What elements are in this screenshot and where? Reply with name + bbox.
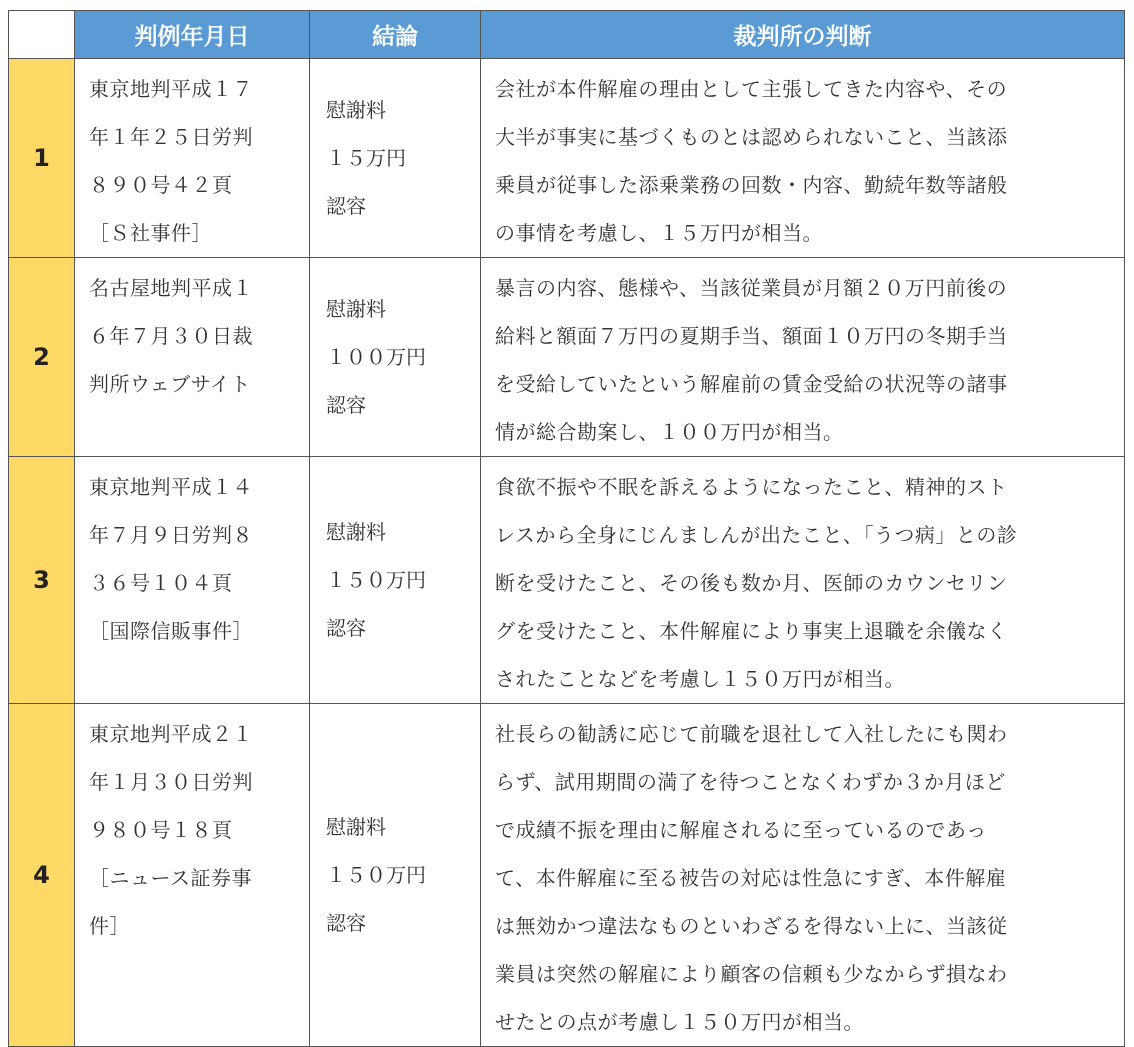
case-cell: 名古屋地判平成１ ６年７月３０日裁 判所ウェブサイト <box>75 258 310 457</box>
header-court-judgment: 裁判所の判断 <box>481 11 1125 59</box>
judgment-cell: 食欲不振や不眠を訴えるようになったこと、精神的スト レスから全身にじんましんが出たこと、「うつ病」との診 断を受けたこと、その後も数か月、医師のカウンセリン グを受けたこと、本件解雇により事実上退職を余儀なく されたことなどを考慮し１５０万円が相当。 <box>481 457 1125 704</box>
header-conclusion: 結論 <box>310 11 481 59</box>
table-row <box>9 258 1125 457</box>
conclusion-cell: 慰謝料 １５０万円 認容 <box>310 704 481 1047</box>
row-number: 3 <box>9 457 75 704</box>
row-number: 1 <box>9 59 75 258</box>
judgment-cell: 社長らの勧誘に応じて前職を退社して入社したにも関わ らず、試用期間の満了を待つことなくわずか３か月ほど で成績不振を理由に解雇されるに至っているのであっ て、本件解雇に至る被告の対応は性急にすぎ、本件解雇 は無効かつ違法なものといわざるを得ない上に、当該従 業員は突然の解雇により顧客の信頼も少なからず損なわ せたとの点が考慮し１５０万円が相当。 <box>481 704 1125 1047</box>
header-blank-cell <box>9 11 75 59</box>
table-row <box>9 59 1125 258</box>
table-row <box>9 704 1125 1047</box>
table-row <box>9 457 1125 704</box>
row-number: 4 <box>9 704 75 1047</box>
conclusion-cell: 慰謝料 １５０万円 認容 <box>310 457 481 704</box>
judgment-cell: 暴言の内容、態様や、当該従業員が月額２０万円前後の 給料と額面７万円の夏期手当、額面１０万円の冬期手当 を受給していたという解雇前の賃金受給の状況等の諸事 情が総合勘案し、１００万円が相当。 <box>481 258 1125 457</box>
header-row <box>9 11 1125 59</box>
case-cell: 東京地判平成２１ 年１月３０日労判 ９８０号１８頁 ［ニュース証券事 件］ <box>75 704 310 1047</box>
header-case-date: 判例年月日 <box>75 11 310 59</box>
case-cell: 東京地判平成１４ 年７月９日労判８ ３６号１０４頁 ［国際信販事件］ <box>75 457 310 704</box>
case-cell: 東京地判平成１７ 年１年２５日労判 ８９０号４２頁 ［Ｓ社事件］ <box>75 59 310 258</box>
conclusion-cell: 慰謝料 １５万円 認容 <box>310 59 481 258</box>
case-table <box>8 10 1125 1047</box>
row-number: 2 <box>9 258 75 457</box>
judgment-cell: 会社が本件解雇の理由として主張してきた内容や、その 大半が事実に基づくものとは認められないこと、当該添 乗員が従事した添乗業務の回数・内容、勤続年数等諸般 の事情を考慮し、１５万円が相当。 <box>481 59 1125 258</box>
conclusion-cell: 慰謝料 １００万円 認容 <box>310 258 481 457</box>
